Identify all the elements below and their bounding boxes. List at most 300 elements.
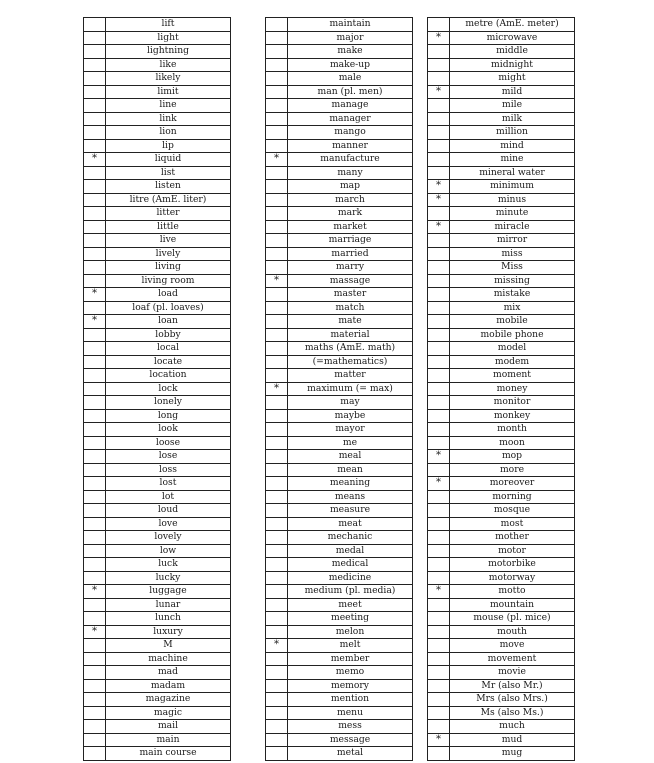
- table-row: [428, 679, 575, 693]
- word-entry: more: [450, 463, 575, 477]
- word-entry: loud: [106, 504, 231, 518]
- asterisk-marker: [428, 666, 450, 680]
- table-row: [266, 193, 413, 207]
- asterisk-marker: [266, 625, 288, 639]
- table-row: [428, 193, 575, 207]
- table-row: [266, 490, 413, 504]
- asterisk-marker: [84, 490, 106, 504]
- asterisk-marker: [266, 666, 288, 680]
- word-table-column-1: [83, 17, 231, 761]
- asterisk-marker: *: [84, 585, 106, 599]
- table-row: [266, 679, 413, 693]
- word-entry: metre (AmE. meter): [450, 18, 575, 32]
- table-row: [266, 517, 413, 531]
- asterisk-marker: *: [266, 382, 288, 396]
- table-row: [266, 409, 413, 423]
- word-entry: load: [106, 288, 231, 302]
- table-row: [428, 328, 575, 342]
- word-entry: material: [288, 328, 413, 342]
- word-entry: member: [288, 652, 413, 666]
- table-row: [428, 99, 575, 113]
- asterisk-marker: [266, 315, 288, 329]
- asterisk-marker: [428, 598, 450, 612]
- table-row: [84, 517, 231, 531]
- asterisk-marker: [266, 234, 288, 248]
- word-entry: mountain: [450, 598, 575, 612]
- asterisk-marker: [428, 247, 450, 261]
- asterisk-marker: [84, 342, 106, 356]
- word-entry: lunar: [106, 598, 231, 612]
- table-row: [428, 612, 575, 626]
- asterisk-marker: [266, 612, 288, 626]
- asterisk-marker: [84, 180, 106, 194]
- asterisk-marker: [84, 99, 106, 113]
- table-row: [428, 261, 575, 275]
- word-entry: motor: [450, 544, 575, 558]
- asterisk-marker: [266, 207, 288, 221]
- word-entry: look: [106, 423, 231, 437]
- asterisk-marker: [266, 693, 288, 707]
- table-row: [84, 315, 231, 329]
- word-entry: may: [288, 396, 413, 410]
- table-row: [84, 247, 231, 261]
- table-row: [266, 504, 413, 518]
- asterisk-marker: [266, 301, 288, 315]
- asterisk-marker: [428, 504, 450, 518]
- asterisk-marker: [84, 409, 106, 423]
- asterisk-marker: [428, 58, 450, 72]
- table-row: [266, 180, 413, 194]
- table-row: [84, 288, 231, 302]
- asterisk-marker: *: [266, 274, 288, 288]
- word-entry: lion: [106, 126, 231, 140]
- word-entry: lock: [106, 382, 231, 396]
- table-row: [428, 112, 575, 126]
- asterisk-marker: [84, 396, 106, 410]
- asterisk-marker: [266, 261, 288, 275]
- table-row: [428, 85, 575, 99]
- word-entry: lunch: [106, 612, 231, 626]
- word-entry: madam: [106, 679, 231, 693]
- table-row: [84, 666, 231, 680]
- asterisk-marker: [266, 396, 288, 410]
- word-entry: light: [106, 31, 231, 45]
- asterisk-marker: [266, 180, 288, 194]
- asterisk-marker: [266, 342, 288, 356]
- word-entry: measure: [288, 504, 413, 518]
- word-entry: lobby: [106, 328, 231, 342]
- table-row: [266, 585, 413, 599]
- asterisk-marker: [84, 504, 106, 518]
- table-row: [428, 598, 575, 612]
- asterisk-marker: *: [84, 288, 106, 302]
- word-entry: loss: [106, 463, 231, 477]
- word-entry: mistake: [450, 288, 575, 302]
- table-row: [84, 301, 231, 315]
- asterisk-marker: [266, 166, 288, 180]
- asterisk-marker: [84, 477, 106, 491]
- word-entry: mango: [288, 126, 413, 140]
- word-entry: mess: [288, 720, 413, 734]
- asterisk-marker: [84, 693, 106, 707]
- word-entry: mirror: [450, 234, 575, 248]
- word-entry: lift: [106, 18, 231, 32]
- word-entry: little: [106, 220, 231, 234]
- asterisk-marker: [266, 463, 288, 477]
- asterisk-marker: [428, 328, 450, 342]
- table-row: [84, 328, 231, 342]
- asterisk-marker: [84, 571, 106, 585]
- table-row: [428, 153, 575, 167]
- asterisk-marker: [428, 720, 450, 734]
- word-entry: mad: [106, 666, 231, 680]
- asterisk-marker: [266, 652, 288, 666]
- table-row: [428, 558, 575, 572]
- table-row: [266, 720, 413, 734]
- table-row: [428, 450, 575, 464]
- asterisk-marker: [428, 382, 450, 396]
- table-row: [84, 706, 231, 720]
- table-row: [266, 558, 413, 572]
- word-entry: menu: [288, 706, 413, 720]
- table-row: [266, 139, 413, 153]
- asterisk-marker: [84, 706, 106, 720]
- asterisk-marker: [266, 288, 288, 302]
- table-row: [428, 180, 575, 194]
- word-entry: mind: [450, 139, 575, 153]
- asterisk-marker: [266, 355, 288, 369]
- word-entry: money: [450, 382, 575, 396]
- table-row: [84, 396, 231, 410]
- word-entry: maybe: [288, 409, 413, 423]
- word-entry: low: [106, 544, 231, 558]
- asterisk-marker: [84, 733, 106, 747]
- asterisk-marker: [266, 733, 288, 747]
- word-entry: Mrs (also Mrs.): [450, 693, 575, 707]
- table-row: [428, 274, 575, 288]
- table-row: [84, 585, 231, 599]
- asterisk-marker: [84, 126, 106, 140]
- word-entry: much: [450, 720, 575, 734]
- word-entry: love: [106, 517, 231, 531]
- table-row: [84, 126, 231, 140]
- asterisk-marker: [428, 261, 450, 275]
- asterisk-marker: [84, 72, 106, 86]
- asterisk-marker: [428, 99, 450, 113]
- asterisk-marker: [84, 423, 106, 437]
- word-entry: married: [288, 247, 413, 261]
- table-row: [266, 126, 413, 140]
- asterisk-marker: [266, 504, 288, 518]
- asterisk-marker: [266, 423, 288, 437]
- asterisk-marker: [428, 679, 450, 693]
- word-entry: motorbike: [450, 558, 575, 572]
- word-entry: mail: [106, 720, 231, 734]
- asterisk-marker: [84, 450, 106, 464]
- asterisk-marker: [266, 747, 288, 761]
- asterisk-marker: [84, 166, 106, 180]
- asterisk-marker: [428, 342, 450, 356]
- asterisk-marker: [266, 85, 288, 99]
- table-row: [428, 72, 575, 86]
- word-entry: move: [450, 639, 575, 653]
- asterisk-marker: [266, 193, 288, 207]
- asterisk-marker: *: [428, 450, 450, 464]
- word-entry: map: [288, 180, 413, 194]
- table-row: [428, 571, 575, 585]
- table-row: [84, 423, 231, 437]
- table-row: [266, 652, 413, 666]
- asterisk-marker: [266, 598, 288, 612]
- word-entry: loaf (pl. loaves): [106, 301, 231, 315]
- asterisk-marker: [84, 328, 106, 342]
- table-row: [84, 450, 231, 464]
- asterisk-marker: [428, 126, 450, 140]
- table-row: [428, 652, 575, 666]
- asterisk-marker: [428, 436, 450, 450]
- word-entry: might: [450, 72, 575, 86]
- word-entry: Miss: [450, 261, 575, 275]
- table-row: [84, 58, 231, 72]
- word-entry: living room: [106, 274, 231, 288]
- word-entry: movie: [450, 666, 575, 680]
- table-row: [84, 274, 231, 288]
- asterisk-marker: [84, 220, 106, 234]
- word-entry: lip: [106, 139, 231, 153]
- asterisk-marker: [84, 382, 106, 396]
- table-row: [266, 733, 413, 747]
- asterisk-marker: [266, 706, 288, 720]
- word-entry: lot: [106, 490, 231, 504]
- word-entry: local: [106, 342, 231, 356]
- word-entry: maintain: [288, 18, 413, 32]
- word-entry: monkey: [450, 409, 575, 423]
- table-row: [428, 31, 575, 45]
- table-row: [266, 571, 413, 585]
- word-entry: magazine: [106, 693, 231, 707]
- table-row: [84, 679, 231, 693]
- asterisk-marker: [266, 558, 288, 572]
- table-row: [84, 342, 231, 356]
- word-entry: moreover: [450, 477, 575, 491]
- table-row: [84, 409, 231, 423]
- word-entry: matter: [288, 369, 413, 383]
- word-entry: line: [106, 99, 231, 113]
- word-entry: loose: [106, 436, 231, 450]
- word-entry: luck: [106, 558, 231, 572]
- word-entry: medicine: [288, 571, 413, 585]
- asterisk-marker: [84, 112, 106, 126]
- table-row: [266, 112, 413, 126]
- asterisk-marker: [428, 355, 450, 369]
- asterisk-marker: [84, 234, 106, 248]
- word-entry: live: [106, 234, 231, 248]
- word-entry: modem: [450, 355, 575, 369]
- asterisk-marker: [266, 112, 288, 126]
- table-row: [428, 247, 575, 261]
- table-row: [428, 342, 575, 356]
- word-entry: mosque: [450, 504, 575, 518]
- table-row: [84, 139, 231, 153]
- word-entry: meet: [288, 598, 413, 612]
- word-entry: mix: [450, 301, 575, 315]
- table-row: [266, 369, 413, 383]
- table-row: [266, 315, 413, 329]
- table-row: [84, 112, 231, 126]
- word-entry: many: [288, 166, 413, 180]
- word-entry: likely: [106, 72, 231, 86]
- asterisk-marker: [428, 639, 450, 653]
- table-row: [84, 207, 231, 221]
- asterisk-marker: *: [428, 477, 450, 491]
- table-row: [266, 153, 413, 167]
- table-row: [84, 234, 231, 248]
- table-row: [266, 423, 413, 437]
- word-entry: most: [450, 517, 575, 531]
- word-entry: long: [106, 409, 231, 423]
- word-entry: motorway: [450, 571, 575, 585]
- asterisk-marker: [84, 261, 106, 275]
- word-entry: means: [288, 490, 413, 504]
- table-row: [84, 369, 231, 383]
- asterisk-marker: [266, 139, 288, 153]
- word-entry: manager: [288, 112, 413, 126]
- asterisk-marker: [84, 598, 106, 612]
- table-row: [266, 288, 413, 302]
- word-entry: mobile phone: [450, 328, 575, 342]
- word-entry: milk: [450, 112, 575, 126]
- asterisk-marker: *: [266, 639, 288, 653]
- table-row: [266, 747, 413, 761]
- asterisk-marker: [266, 571, 288, 585]
- table-row: [84, 45, 231, 59]
- table-row: [84, 193, 231, 207]
- asterisk-marker: [266, 126, 288, 140]
- table-row: [266, 18, 413, 32]
- table-row: [266, 639, 413, 653]
- table-row: [266, 531, 413, 545]
- word-entry: Ms (also Ms.): [450, 706, 575, 720]
- table-row: [428, 288, 575, 302]
- table-row: [266, 463, 413, 477]
- word-entry: mile: [450, 99, 575, 113]
- asterisk-marker: [428, 301, 450, 315]
- asterisk-marker: [428, 409, 450, 423]
- word-entry: meaning: [288, 477, 413, 491]
- table-row: [428, 220, 575, 234]
- word-entry: moon: [450, 436, 575, 450]
- word-entry: location: [106, 369, 231, 383]
- word-entry: mayor: [288, 423, 413, 437]
- table-row: [428, 463, 575, 477]
- word-entry: melon: [288, 625, 413, 639]
- table-row: [428, 504, 575, 518]
- word-entry: miracle: [450, 220, 575, 234]
- table-row: [266, 355, 413, 369]
- asterisk-marker: [428, 139, 450, 153]
- table-row: [84, 693, 231, 707]
- asterisk-marker: [266, 531, 288, 545]
- table-row: [84, 477, 231, 491]
- table-row: [428, 585, 575, 599]
- word-entry: minute: [450, 207, 575, 221]
- word-entry: manner: [288, 139, 413, 153]
- word-entry: Mr (also Mr.): [450, 679, 575, 693]
- word-entry: march: [288, 193, 413, 207]
- word-entry: metal: [288, 747, 413, 761]
- word-entry: mean: [288, 463, 413, 477]
- asterisk-marker: [84, 531, 106, 545]
- asterisk-marker: [428, 274, 450, 288]
- asterisk-marker: [428, 207, 450, 221]
- asterisk-marker: [428, 288, 450, 302]
- word-entry: mine: [450, 153, 575, 167]
- asterisk-marker: [84, 85, 106, 99]
- asterisk-marker: *: [84, 153, 106, 167]
- asterisk-marker: [428, 45, 450, 59]
- word-entry: memo: [288, 666, 413, 680]
- table-row: [84, 571, 231, 585]
- table-row: [84, 720, 231, 734]
- table-row: [84, 463, 231, 477]
- word-entry: mild: [450, 85, 575, 99]
- table-row: [428, 382, 575, 396]
- asterisk-marker: [84, 652, 106, 666]
- asterisk-marker: [84, 639, 106, 653]
- asterisk-marker: [84, 436, 106, 450]
- asterisk-marker: [428, 490, 450, 504]
- table-row: [428, 234, 575, 248]
- word-entry: microwave: [450, 31, 575, 45]
- table-row: [266, 693, 413, 707]
- table-row: [84, 733, 231, 747]
- table-row: [84, 153, 231, 167]
- table-row: [84, 31, 231, 45]
- word-entry: (=mathematics): [288, 355, 413, 369]
- word-entry: lucky: [106, 571, 231, 585]
- word-entry: make-up: [288, 58, 413, 72]
- word-entry: medical: [288, 558, 413, 572]
- asterisk-marker: [428, 369, 450, 383]
- word-entry: lost: [106, 477, 231, 491]
- table-row: [84, 747, 231, 761]
- table-row: [428, 490, 575, 504]
- asterisk-marker: [84, 18, 106, 32]
- table-row: [266, 450, 413, 464]
- asterisk-marker: [84, 193, 106, 207]
- asterisk-marker: [428, 517, 450, 531]
- word-entry: machine: [106, 652, 231, 666]
- word-entry: medal: [288, 544, 413, 558]
- asterisk-marker: [428, 463, 450, 477]
- word-entry: like: [106, 58, 231, 72]
- table-row: [266, 45, 413, 59]
- table-row: [84, 544, 231, 558]
- word-entry: minimum: [450, 180, 575, 194]
- word-entry: mention: [288, 693, 413, 707]
- table-row: [84, 85, 231, 99]
- word-entry: living: [106, 261, 231, 275]
- word-entry: mud: [450, 733, 575, 747]
- asterisk-marker: [84, 274, 106, 288]
- asterisk-marker: [266, 31, 288, 45]
- asterisk-marker: [266, 490, 288, 504]
- word-entry: marriage: [288, 234, 413, 248]
- table-row: [428, 666, 575, 680]
- asterisk-marker: [84, 747, 106, 761]
- asterisk-marker: [84, 31, 106, 45]
- asterisk-marker: [428, 571, 450, 585]
